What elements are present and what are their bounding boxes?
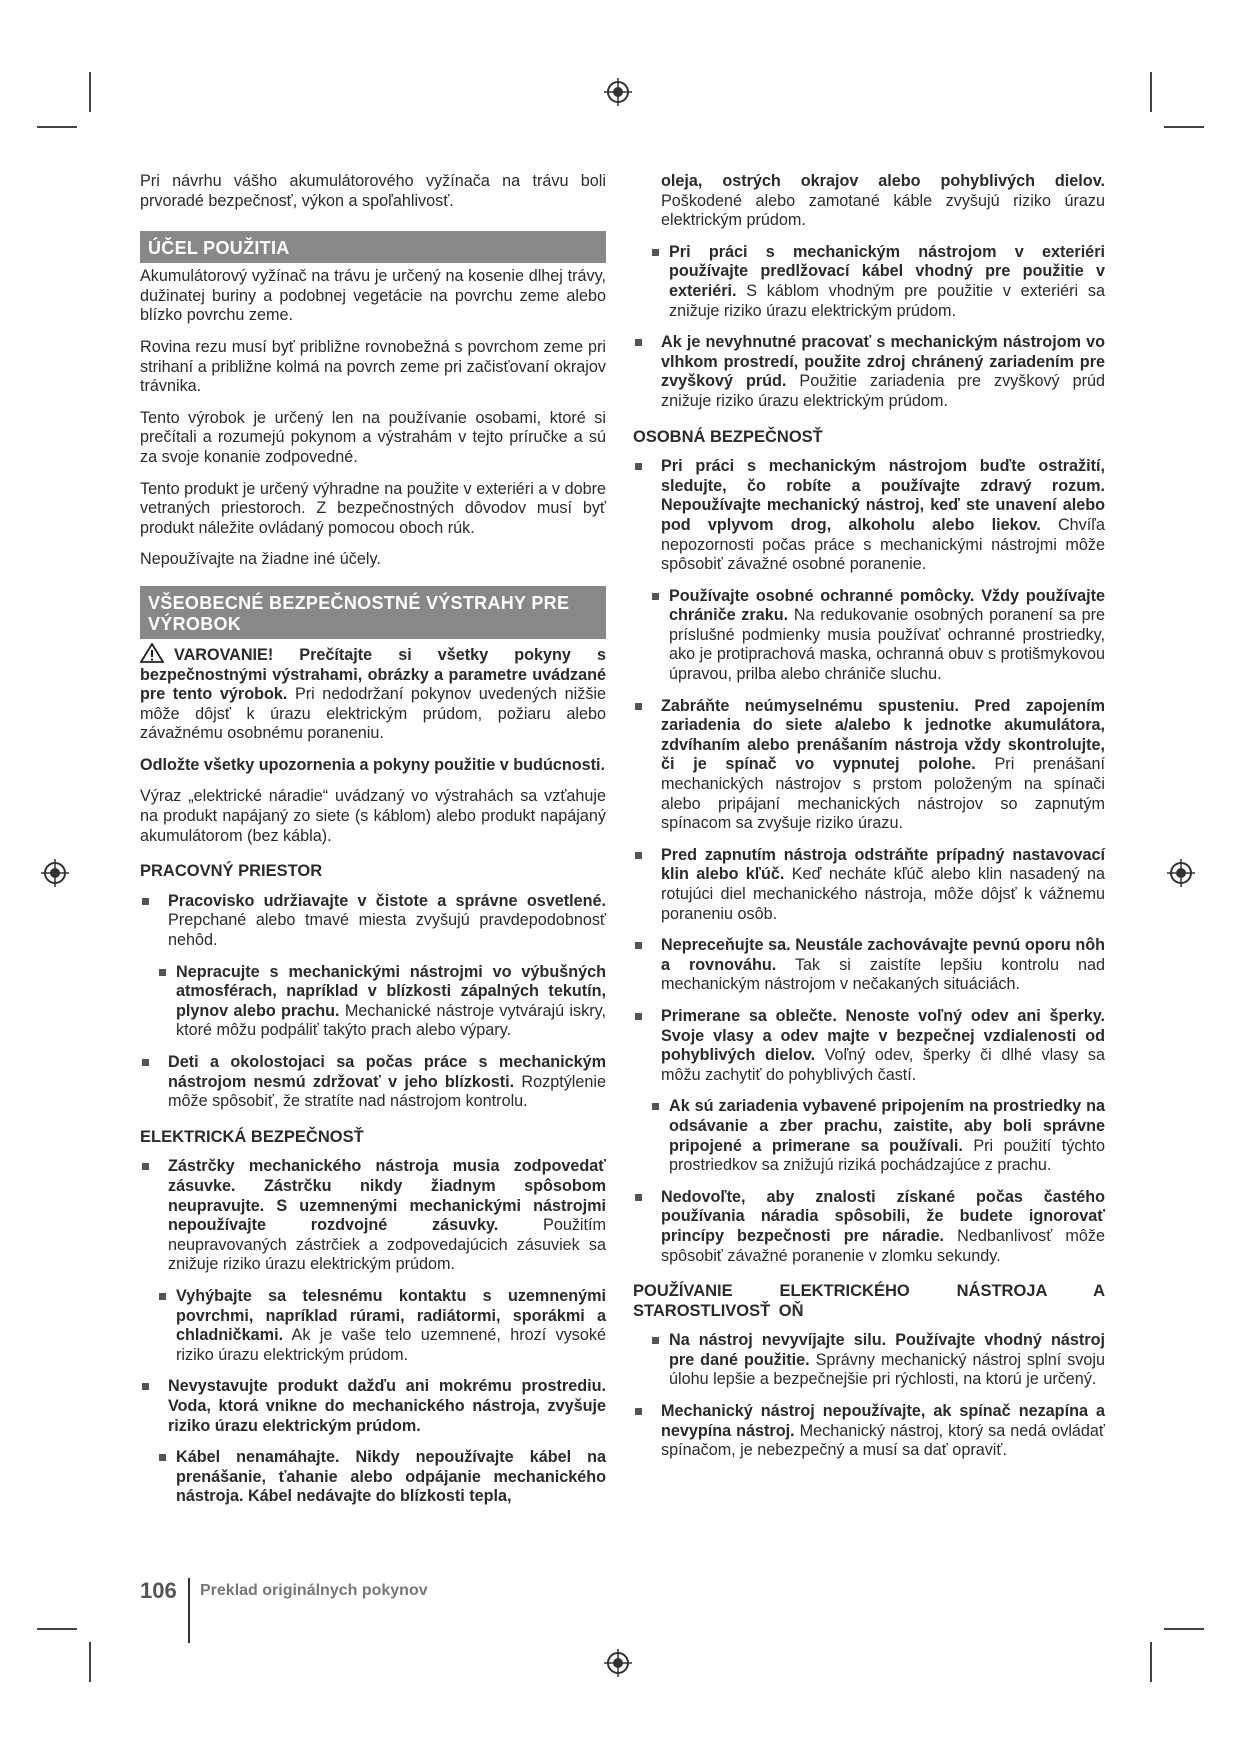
bullet-icon: [635, 1408, 642, 1415]
bullet-icon: [159, 1454, 166, 1461]
list-item: Nevystavujte produkt dažďu ani mokrému prostrediu. Voda, ktorá vnikne do mechanického nástroja, zvyšuje riziko úrazu elektrickým prúdom.: [140, 1377, 606, 1436]
subtitle-electrical-safety: ELEKTRICKÁ BEZPEČNOSŤ: [140, 1127, 364, 1146]
list-item: Zástrčky mechanického nástroja musia zodpovedať zásuvke. Zástrčku nikdy žiadnym spôsobom neupravujte. S uzemnenými mechanickými nástrojmi nepoužívajte rozdvojné zásuvky. Použitím neupravovaných zástrčiek a zodpovedajúcich zásuviek sa znižuje riziko úrazu elektrickým prúdom.: [140, 1157, 606, 1275]
purpose-paragraph: Rovina rezu musí byť približne rovnobežná s povrchom zeme pri strihaní a približne kolmá na povrch zeme pri začisťovaní okrajov trávnika.: [140, 337, 606, 396]
bullet-icon: [635, 463, 642, 470]
bullet-icon: [635, 703, 642, 710]
left-column: [140, 172, 606, 1519]
list-item: Nepracujte s mechanickými nástrojmi vo výbušných atmosférach, napríklad v blízkosti zápalných tekutín, plynov alebo prachu. Mechanické nástroje vytvárajú iskry, ktoré môžu podpáliť takýto prach alebo výpary.: [140, 963, 606, 1041]
list-item: Používajte osobné ochranné pomôcky. Vždy používajte chrániče zraku. Na redukovanie osobných poranení sa pre príslušné podmienky musia používať ochranné prostriedky, ako je protiprachová maska, ochranná obuv s protišmykovou úpravou, prilba alebo chrániče sluchu.: [633, 587, 1105, 685]
bullet-icon: [635, 339, 642, 346]
crop-mark: [1150, 1642, 1152, 1682]
term-note: Výraz „elektrické náradie“ uvádzaný vo výstrahách sa vzťahuje na produkt napájaný zo siete (s káblom) alebo produkt napájaný akumulátorom (bez kábla).: [140, 787, 606, 845]
bullet-icon: [652, 1337, 659, 1344]
crop-mark: [1164, 126, 1204, 128]
list-item: Pracovisko udržiavajte v čistote a správne osvetlené. Prepchané alebo tmavé miesta zvyšujú pravdepodobnosť nehôd.: [140, 892, 606, 951]
bullet-icon: [652, 249, 659, 256]
list-item: Pred zapnutím nástroja odstráňte prípadný nastavovací klin alebo kľúč. Keď necháte kľúč alebo klin nasadený na rotujúci diel mechanického nástroja, môže dôjsť k vážnemu poraneniu osôb.: [633, 846, 1105, 924]
footer-divider: [188, 1578, 190, 1643]
list-item: Primerane sa oblečte. Nenoste voľný odev ani šperky. Svoje vlasy a odev majte v bezpečnej vzdialenosti od pohyblivých dielov. Voľný odev, šperky či dlhé vlasy sa môžu zachytiť do pohyblivých častí.: [633, 1007, 1105, 1085]
list-item: Na nástroj nevyvíjajte silu. Používajte vhodný nástroj pre dané použitie. Správny mechanický nástroj splní svoju úlohu lepšie a bezpečnejšie pri rýchlosti, na ktorú je určený.: [633, 1331, 1105, 1390]
list-item: Nepreceňujte sa. Neustále zachovávajte pevnú oporu nôh a rovnováhu. Tak si zaistíte lepšiu kontrolu nad mechanickým nástrojom v nečakaných situáciách.: [633, 936, 1105, 995]
registration-mark-icon: [603, 77, 633, 107]
crop-mark: [89, 72, 91, 112]
crop-mark: [37, 126, 77, 128]
crop-mark: [1164, 1628, 1204, 1630]
footer-text: Preklad originálnych pokynov: [200, 1582, 428, 1599]
subtitle-tool-use-care: POUŽÍVANIE ELEKTRICKÉHO NÁSTROJA A STAROSTLIVOSŤ OŇ: [633, 1282, 1105, 1320]
bullet-icon: [142, 1059, 149, 1066]
purpose-paragraph: Nepoužívajte na žiadne iné účely.: [140, 550, 381, 569]
bullet-icon: [635, 942, 642, 949]
registration-mark-icon: [1166, 858, 1196, 888]
bullet-icon: [159, 1293, 166, 1300]
bullet-icon: [635, 852, 642, 859]
subtitle-personal-safety: OSOBNÁ BEZPEČNOSŤ: [633, 427, 823, 446]
section-title-general-safety: VŠEOBECNÉ BEZPEČNOSTNÉ VÝSTRAHY PRE VÝROBOK: [140, 586, 606, 639]
list-item: Pri práci s mechanickým nástrojom v exteriéri používajte predlžovací kábel vhodný pre použitie v exteriéri. S káblom vhodným pre použitie v exteriéri sa znižuje riziko úrazu elektrickým prúdom.: [633, 243, 1105, 321]
list-item: Ak je nevyhnutné pracovať s mechanickým nástrojom vo vlhkom prostredí, použite zdroj chránený zariadením pre zvyškový prúd. Použitie zariadenia pre zvyškový prúd znižuje riziko úrazu elektrickým prúdom.: [633, 333, 1105, 411]
bullet-icon: [635, 1013, 642, 1020]
purpose-paragraph: Tento produkt je určený výhradne na použite v exteriéri a v dobre vetraných priestoroch. Z bezpečnostných dôvodov musí byť produkt náležite ovládaný pomocou oboch rúk.: [140, 479, 606, 537]
list-item: Mechanický nástroj nepoužívajte, ak spínač nezapína a nevypína nástroj. Mechanický nástroj, ktorý sa nedá ovládať spínačom, je nebezpečný a musí sa dať opraviť.: [633, 1402, 1105, 1461]
registration-mark-icon: [603, 1648, 633, 1678]
purpose-paragraph: Akumulátorový vyžínač na trávu je určený na kosenie dlhej trávy, dužinatej buriny a podobnej vegetácie na povrchu zeme alebo blízko povrchu zeme.: [140, 267, 606, 325]
bullet-icon: [652, 593, 659, 600]
keep-instructions: Odložte všetky upozornenia a pokyny použitie v budúcnosti.: [140, 755, 606, 774]
list-item: Pri práci s mechanickým nástrojom buďte ostražití, sledujte, čo robíte a používajte zdravý rozum. Nepoužívajte mechanický nástroj, keď ste unavení alebo pod vplyvom drog, alkoholu alebo liekov. Chvíľa nepozornosti počas práce s mechanickými nástrojmi môže spôsobiť závažné osobné poranenie.: [633, 457, 1105, 575]
warning-paragraph: [140, 643, 606, 744]
warning-bold: VAROVANIE! Prečítajte si všetky pokyny s bezpečnostnými výstrahami, obrázky a parametre uvádzané pre tento výrobok.: [140, 645, 606, 704]
warning-text: Pri nedodržaní pokynov uvedených nižšie môže dôjsť k úrazu elektrickým prúdom, požiaru alebo závažnému osobnému poraneniu.: [140, 685, 607, 743]
list-item-continuation: oleja, ostrých okrajov alebo pohyblivých dielov. Poškodené alebo zamotané káble zvyšujú riziko úrazu elektrickým prúdom.: [661, 172, 1105, 230]
crop-mark: [1150, 72, 1152, 112]
bullet-icon: [635, 1194, 642, 1201]
list-item: Zabráňte neúmyselnému spusteniu. Pred zapojením zariadenia do siete a/alebo k jednotke akumulátora, zdvíhaním alebo prenášaním nástroja vždy skontrolujte, či je spínač vo vypnutej polohe. Pri prenášaní mechanických nástrojov s prstom položeným na spínači alebo pripájaní mechanických nástrojov so zapnutým spínacom sa zvyšuje riziko úrazu.: [633, 697, 1105, 834]
bullet-icon: [159, 969, 166, 976]
bullet-icon: [142, 1383, 149, 1390]
purpose-paragraph: Tento výrobok je určený len na používanie osobami, ktoré si prečítali a rozumejú pokynom a výstrahám v tejto príručke a sú za svoje konanie zodpovedné.: [140, 408, 606, 466]
list-item: Nedovoľte, aby znalosti získané počas častého používania náradia spôsobili, že budete ignorovať princípy bezpečnosti pre náradie. Nedbanlivosť môže spôsobiť závažné poranenie v zlomku sekundy.: [633, 1188, 1105, 1266]
list-item: Kábel nenamáhajte. Nikdy nepoužívajte kábel na prenášanie, ťahanie alebo odpájanie mechanického nástroja. Kábel nedávajte do blízkosti tepla,: [140, 1448, 606, 1507]
bullet-icon: [142, 1163, 149, 1170]
registration-mark-icon: [40, 858, 70, 888]
bullet-icon: [142, 898, 149, 905]
page-number: 106: [140, 1578, 177, 1603]
intro-paragraph: Pri návrhu vášho akumulátorového vyžínača na trávu boli prvoradé bezpečnosť, výkon a spoľahlivosť.: [140, 172, 606, 210]
warning-triangle-icon: [140, 643, 164, 663]
bullet-icon: [652, 1103, 659, 1110]
right-column: [633, 172, 1105, 1473]
crop-mark: [37, 1628, 77, 1630]
list-item: Vyhýbajte sa telesnému kontaktu s uzemnenými povrchmi, napríklad rúrami, radiátormi, sporákmi a chladničkami. Ak je vaše telo uzemnené, hrozí vysoké riziko úrazu elektrickým prúdom.: [140, 1287, 606, 1365]
list-item: Ak sú zariadenia vybavené pripojením na prostriedky na odsávanie a zber prachu, zaistite, aby boli správne pripojené a primerane sa používali. Pri použití týchto prostriedkov sa znižujú riziká pochádzajúce z prachu.: [633, 1097, 1105, 1175]
section-title-purpose: ÚČEL POUŽITIA: [140, 231, 606, 263]
list-item: Deti a okolostojaci sa počas práce s mechanickým nástrojom nesmú zdržovať v jeho blízkosti. Rozptýlenie môže spôsobiť, že stratíte nad nástrojom kontrolu.: [140, 1053, 606, 1112]
crop-mark: [89, 1642, 91, 1682]
subtitle-work-area: PRACOVNÝ PRIESTOR: [140, 862, 323, 881]
